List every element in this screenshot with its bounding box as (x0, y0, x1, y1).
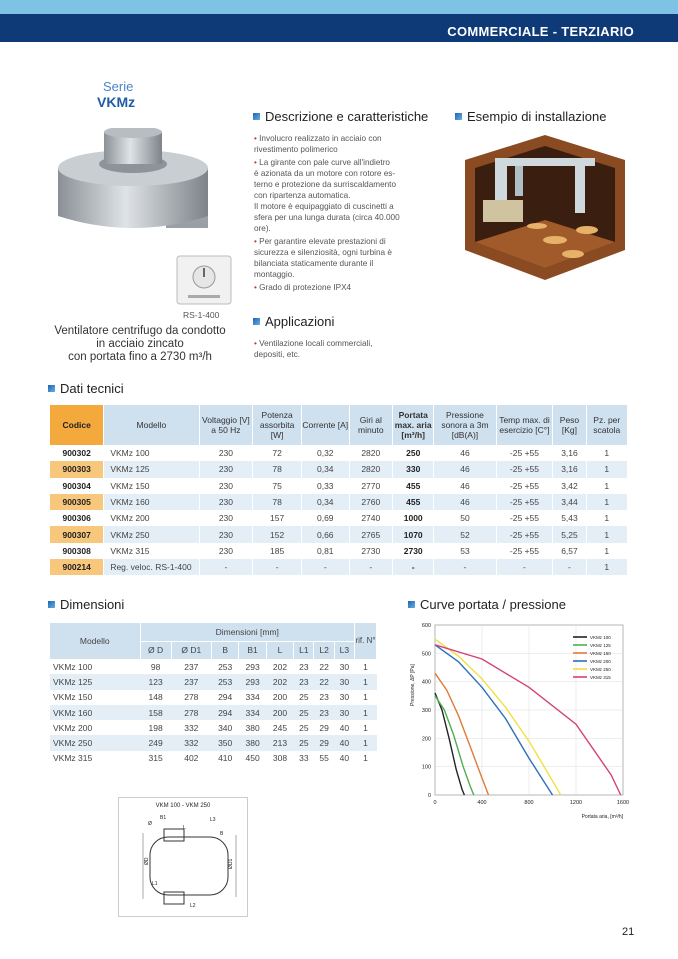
tech-cell: - (253, 559, 302, 575)
tech-row (50, 494, 628, 510)
tech-cell: 0,81 (301, 543, 349, 559)
x-axis-label: Portata aria, [m³/h] (581, 814, 623, 820)
tech-cell: 1 (586, 494, 627, 510)
dim-cell: 334 (239, 705, 266, 720)
tech-cell: - (199, 559, 253, 575)
dim-row (50, 720, 377, 735)
tech-cell: VKMz 100 (104, 445, 199, 461)
tech-cell: -25 +55 (496, 526, 553, 542)
dim-col-header: L1 (294, 641, 314, 659)
tech-cell: 0,66 (301, 526, 349, 542)
dim-cell: VKMz 150 (53, 692, 93, 703)
tech-cell: VKMz 160 (104, 494, 199, 510)
tech-cell: VKMz 125 (104, 461, 199, 477)
tech-cell: 2730 (349, 543, 392, 559)
tech-row (50, 510, 628, 526)
dimensions-heading: Dimensioni (48, 597, 124, 612)
drawing-label: B1 (160, 815, 167, 821)
dim-cell: VKMz 125 (50, 674, 140, 689)
tech-cell: 1070 (393, 526, 434, 542)
dim-cell: 23 (299, 661, 309, 672)
tech-cell: 46 (434, 494, 496, 510)
bullet-square-icon (455, 113, 462, 120)
dim-cell: 40 (334, 735, 354, 750)
dim-col-header: Ø D1 (171, 641, 211, 659)
tech-cell: Reg. veloc. RS-1-400 (104, 559, 199, 575)
legend-label: VKMz 125 (590, 643, 611, 648)
tech-cell: 152 (253, 526, 302, 542)
dim-row (50, 751, 377, 766)
dim-cell: 380 (239, 735, 266, 750)
tech-cell: - (393, 559, 434, 575)
tech-cell: -25 +55 (496, 510, 553, 526)
dim-cell: 198 (148, 722, 163, 733)
dim-cell: 334 (245, 692, 260, 703)
tech-cell: 185 (253, 543, 302, 559)
dim-cell: 25 (299, 722, 309, 733)
tech-cell: 1000 (393, 510, 434, 526)
tech-cell: 455 (393, 478, 434, 494)
dim-cell: 293 (245, 661, 260, 672)
legend-label: VKMz 250 (590, 667, 611, 672)
dim-cell: 1 (363, 753, 368, 764)
dim-cell: 30 (339, 661, 350, 672)
col-header: Codice (50, 405, 104, 445)
tech-row (50, 543, 628, 559)
dim-cell: 98 (150, 661, 161, 672)
dim-cell: VKMz 315 (53, 753, 93, 764)
dim-cell: 202 (266, 674, 293, 689)
dim-cell: 294 (218, 692, 233, 703)
y-axis-label: Pressione, ΔP [Pa] (410, 664, 416, 706)
tech-cell: 900307 (50, 526, 104, 542)
tech-cell: 52 (434, 526, 496, 542)
caption-line: Ventilatore centrifugo da condotto (54, 325, 226, 337)
bullet-item: • Ventilazione locali commerciali, depositi, etc. (254, 339, 373, 359)
dim-cell: 294 (211, 705, 238, 720)
tech-cell: VKMz 250 (104, 526, 199, 542)
dim-cell: 380 (245, 722, 260, 733)
series-name: VKMz (97, 94, 136, 110)
pressure-flow-chart (405, 615, 635, 830)
applications-heading: Applicazioni (253, 314, 334, 329)
dim-cell: 40 (339, 753, 350, 764)
drawing-title: VKM 100 - VKM 250 (155, 803, 211, 809)
dim-cell: 1 (355, 735, 377, 750)
dim-cell: 253 (218, 661, 233, 672)
dim-row (50, 690, 377, 705)
y-tick-label: 200 (421, 736, 431, 743)
tech-cell: 900306 (50, 510, 104, 526)
dim-cell: 350 (211, 735, 238, 750)
y-tick-label: 100 (421, 764, 431, 771)
dim-cell: 200 (272, 692, 288, 703)
dim-cell: 29 (319, 722, 329, 733)
tech-cell: 75 (253, 478, 302, 494)
tech-cell: 6,57 (553, 543, 586, 559)
tech-cell: 230 (199, 510, 253, 526)
dim-cell: 25 (294, 735, 314, 750)
tech-heading: Dati tecnici (48, 381, 124, 396)
drawing-label: ØD1 (228, 858, 234, 869)
tech-cell: 455 (393, 494, 434, 510)
caption-line: con portata fino a 2730 m³/h (68, 351, 212, 363)
dim-cell: 23 (294, 674, 314, 689)
dim-cell: 1 (363, 722, 368, 733)
tech-cell: 900214 (50, 559, 104, 575)
tech-cell: 2740 (349, 510, 392, 526)
bullet-item: • La girante con pale curve all'indietro è azionata da un motore con rotore es- terno e protezione da surriscaldamento con ripartenza automatica. Il motore è equipaggiato di cuscinetti a sfera per una lunga durata (circa 40.000 ore). (254, 158, 400, 233)
col-header: Temp max. di esercizio [C°] (496, 405, 553, 445)
tech-cell: 900302 (50, 445, 104, 461)
tech-cell: 46 (434, 461, 496, 477)
col-header: Modello (50, 623, 140, 659)
dim-cell: 158 (140, 705, 171, 720)
section-title: COMMERCIALE - TERZIARIO (447, 24, 634, 39)
dim-cell: 23 (319, 692, 329, 703)
tech-cell: 230 (199, 526, 253, 542)
tech-cell: 46 (434, 445, 496, 461)
tech-cell: 78 (253, 461, 302, 477)
dim-col-header: L (266, 641, 293, 659)
y-tick-label: 500 (421, 651, 431, 658)
dim-cell: 410 (218, 753, 233, 764)
tech-cell: 50 (434, 510, 496, 526)
dim-cell: 30 (334, 705, 354, 720)
tech-row (50, 445, 628, 461)
dim-cell: 202 (272, 661, 288, 672)
tech-row (50, 461, 628, 477)
tech-cell: VKMz 150 (104, 478, 199, 494)
product-caption (40, 325, 240, 364)
drawing-label: L (183, 825, 186, 831)
dim-col-header: B (211, 641, 238, 659)
y-tick-label: 600 (421, 623, 431, 629)
speed-controller-image (176, 255, 232, 307)
top-stripe (0, 0, 678, 14)
dim-cell: 315 (148, 753, 163, 764)
dim-col-header: L2 (314, 641, 334, 659)
tech-cell: VKMz 200 (104, 510, 199, 526)
description-heading: Descrizione e caratteristiche (253, 109, 428, 124)
legend-label: VKMz 200 (590, 659, 611, 664)
tech-cell: - (496, 559, 553, 575)
dimensions-table (50, 623, 377, 766)
tech-cell: 230 (199, 461, 253, 477)
tech-header-row (50, 405, 628, 445)
y-tick-label: 400 (421, 679, 431, 686)
tech-cell: 46 (434, 478, 496, 494)
tech-cell: - (553, 559, 586, 575)
dim-cell: VKMz 100 (53, 661, 93, 672)
tech-cell: 5,43 (553, 510, 586, 526)
dim-cell: VKMz 200 (53, 722, 93, 733)
tech-cell: 230 (199, 543, 253, 559)
col-header: Peso [Kg] (553, 405, 586, 445)
dim-cell: VKMz 250 (50, 735, 140, 750)
legend-label: VKMz 100 (590, 635, 611, 640)
drawing-label: ØD (144, 857, 150, 865)
dim-col-header: Ø D (140, 641, 171, 659)
tech-cell: 230 (199, 494, 253, 510)
dim-cell: 278 (171, 705, 211, 720)
drawing-label: Ø (148, 821, 152, 827)
installation-heading: Esempio di installazione (455, 109, 606, 124)
tech-cell: 0,69 (301, 510, 349, 526)
col-group-header: Dimensioni [mm] (140, 623, 355, 641)
tech-cell: 1 (586, 478, 627, 494)
col-header: Pz. per scatola (586, 405, 627, 445)
tech-cell: 2765 (349, 526, 392, 542)
tech-cell: 3,16 (553, 461, 586, 477)
dim-cell: 237 (184, 661, 199, 672)
bullet-square-icon (48, 601, 55, 608)
tech-row (50, 559, 628, 575)
dim-cell: 332 (184, 722, 199, 733)
dim-cell: 22 (319, 661, 329, 672)
legend-label: VKMz 315 (590, 675, 611, 680)
dim-cell: 30 (334, 674, 354, 689)
dim-cell: 450 (245, 753, 260, 764)
bullet-item: • Involucro realizzato in acciaio con rivestimento polimerico (254, 134, 382, 154)
tech-cell: 5,25 (553, 526, 586, 542)
dim-col-header: B1 (239, 641, 266, 659)
tech-cell: 1 (586, 510, 627, 526)
description-list (254, 133, 444, 293)
dim-cell: 123 (140, 674, 171, 689)
tech-cell: -25 +55 (496, 478, 553, 494)
tech-cell: 2760 (349, 494, 392, 510)
col-header: Portata max. aria [m³/h] (393, 405, 434, 445)
tech-cell: 1 (586, 543, 627, 559)
dim-cell: 308 (272, 753, 288, 764)
dim-col-header: L3 (334, 641, 354, 659)
dim-cell: 213 (266, 735, 293, 750)
fan-product-image (48, 128, 218, 238)
tech-cell: 3,44 (553, 494, 586, 510)
x-tick-label: 1200 (569, 800, 583, 806)
tech-cell: 2770 (349, 478, 392, 494)
tech-cell: 230 (199, 445, 253, 461)
tech-cell: 72 (253, 445, 302, 461)
dim-cell: 23 (314, 705, 334, 720)
controller-label: RS-1-400 (183, 310, 220, 320)
col-header: Potenza assorbita [W] (253, 405, 302, 445)
page-number: 21 (622, 926, 635, 938)
tech-cell: -25 +55 (496, 543, 553, 559)
dim-cell: 25 (294, 705, 314, 720)
bullet-square-icon (408, 601, 415, 608)
caption-line: in acciaio zincato (96, 338, 184, 350)
curves-heading: Curve portata / pressione (408, 597, 566, 612)
tech-cell: 2820 (349, 445, 392, 461)
drawing-label: L3 (210, 817, 216, 823)
dim-cell: 332 (171, 735, 211, 750)
tech-cell: 0,33 (301, 478, 349, 494)
dim-cell: 253 (211, 674, 238, 689)
dim-cell: 402 (184, 753, 199, 764)
bullet-square-icon (253, 318, 260, 325)
tech-cell: 3,42 (553, 478, 586, 494)
tech-cell: 900305 (50, 494, 104, 510)
tech-cell: 1 (586, 526, 627, 542)
dim-cell: 245 (272, 722, 288, 733)
col-header: Pressione sonora a 3m [dB(A)] (434, 405, 496, 445)
dim-cell: 29 (314, 735, 334, 750)
dim-cell: 22 (314, 674, 334, 689)
col-header: Corrente [A] (301, 405, 349, 445)
tech-cell: 157 (253, 510, 302, 526)
dim-cell: 30 (339, 692, 350, 703)
tech-cell: 0,34 (301, 461, 349, 477)
x-tick-label: 1600 (616, 800, 630, 806)
tech-cell: 250 (393, 445, 434, 461)
dim-cell: 1 (363, 661, 368, 672)
tech-cell: - (349, 559, 392, 575)
tech-cell: 900303 (50, 461, 104, 477)
tech-cell: 900304 (50, 478, 104, 494)
col-header: rif. N° (355, 623, 377, 659)
x-tick-label: 0 (433, 800, 437, 806)
tech-cell: -25 +55 (496, 461, 553, 477)
y-tick-label: 300 (421, 708, 431, 714)
tech-cell: 1 (586, 445, 627, 461)
dim-cell: 1 (355, 705, 377, 720)
tech-cell: 330 (393, 461, 434, 477)
drawing-label: B (220, 831, 224, 837)
dim-cell: 55 (319, 753, 329, 764)
dim-cell: 1 (363, 692, 368, 703)
series-label: Serie (103, 79, 134, 94)
installation-illustration (455, 130, 635, 290)
x-tick-label: 400 (477, 800, 487, 806)
bullet-square-icon (48, 385, 55, 392)
dim-cell: 249 (140, 735, 171, 750)
dim-cell: VKMz 160 (50, 705, 140, 720)
tech-cell: VKMz 315 (104, 543, 199, 559)
tech-row (50, 526, 628, 542)
dim-row (50, 735, 377, 750)
col-header: Voltaggio [V] a 50 Hz (199, 405, 253, 445)
tech-row (50, 478, 628, 494)
legend-label: VKMz 150 (590, 651, 611, 656)
tech-cell: 1 (586, 559, 627, 575)
tech-cell: 0,32 (301, 445, 349, 461)
tech-cell: - (434, 559, 496, 575)
dim-cell: 148 (148, 692, 163, 703)
dim-cell: 1 (355, 674, 377, 689)
drawing-label: L2 (190, 903, 196, 909)
tech-cell: 53 (434, 543, 496, 559)
tech-cell: -25 +55 (496, 494, 553, 510)
y-tick-label: 0 (427, 793, 431, 799)
tech-cell: 2820 (349, 461, 392, 477)
tech-cell: 3,16 (553, 445, 586, 461)
dim-header-row (50, 623, 377, 641)
tech-cell: 2730 (393, 543, 434, 559)
tech-table (50, 405, 628, 575)
applications-list (254, 338, 444, 360)
bullet-item: • Grado di protezione IPX4 (254, 283, 352, 292)
dim-cell: 25 (299, 692, 309, 703)
tech-cell: 230 (199, 478, 253, 494)
dim-row (50, 705, 377, 720)
col-header: Giri al minuto (349, 405, 392, 445)
bullet-square-icon (253, 113, 260, 120)
dim-cell: 278 (184, 692, 199, 703)
dim-row (50, 659, 377, 674)
bullet-item: • Per garantire elevate prestazioni di sicurezza e silenziosità, ogni turbina è bilanciata staticamente durante il montaggio. (254, 237, 392, 279)
tech-cell: 900308 (50, 543, 104, 559)
tech-cell: 0,34 (301, 494, 349, 510)
dim-row (50, 674, 377, 689)
tech-cell: 78 (253, 494, 302, 510)
tech-cell: -25 +55 (496, 445, 553, 461)
tech-cell: 1 (586, 461, 627, 477)
dim-cell: 237 (171, 674, 211, 689)
x-tick-label: 800 (524, 800, 534, 806)
tech-cell: - (301, 559, 349, 575)
dim-cell: 293 (239, 674, 266, 689)
drawing-label: L1 (152, 881, 158, 887)
dim-cell: 40 (339, 722, 350, 733)
dim-cell: 340 (218, 722, 233, 733)
dimension-drawing (118, 797, 248, 917)
col-header: Modello (104, 405, 199, 445)
dim-cell: 33 (299, 753, 309, 764)
dim-cell: 200 (266, 705, 293, 720)
